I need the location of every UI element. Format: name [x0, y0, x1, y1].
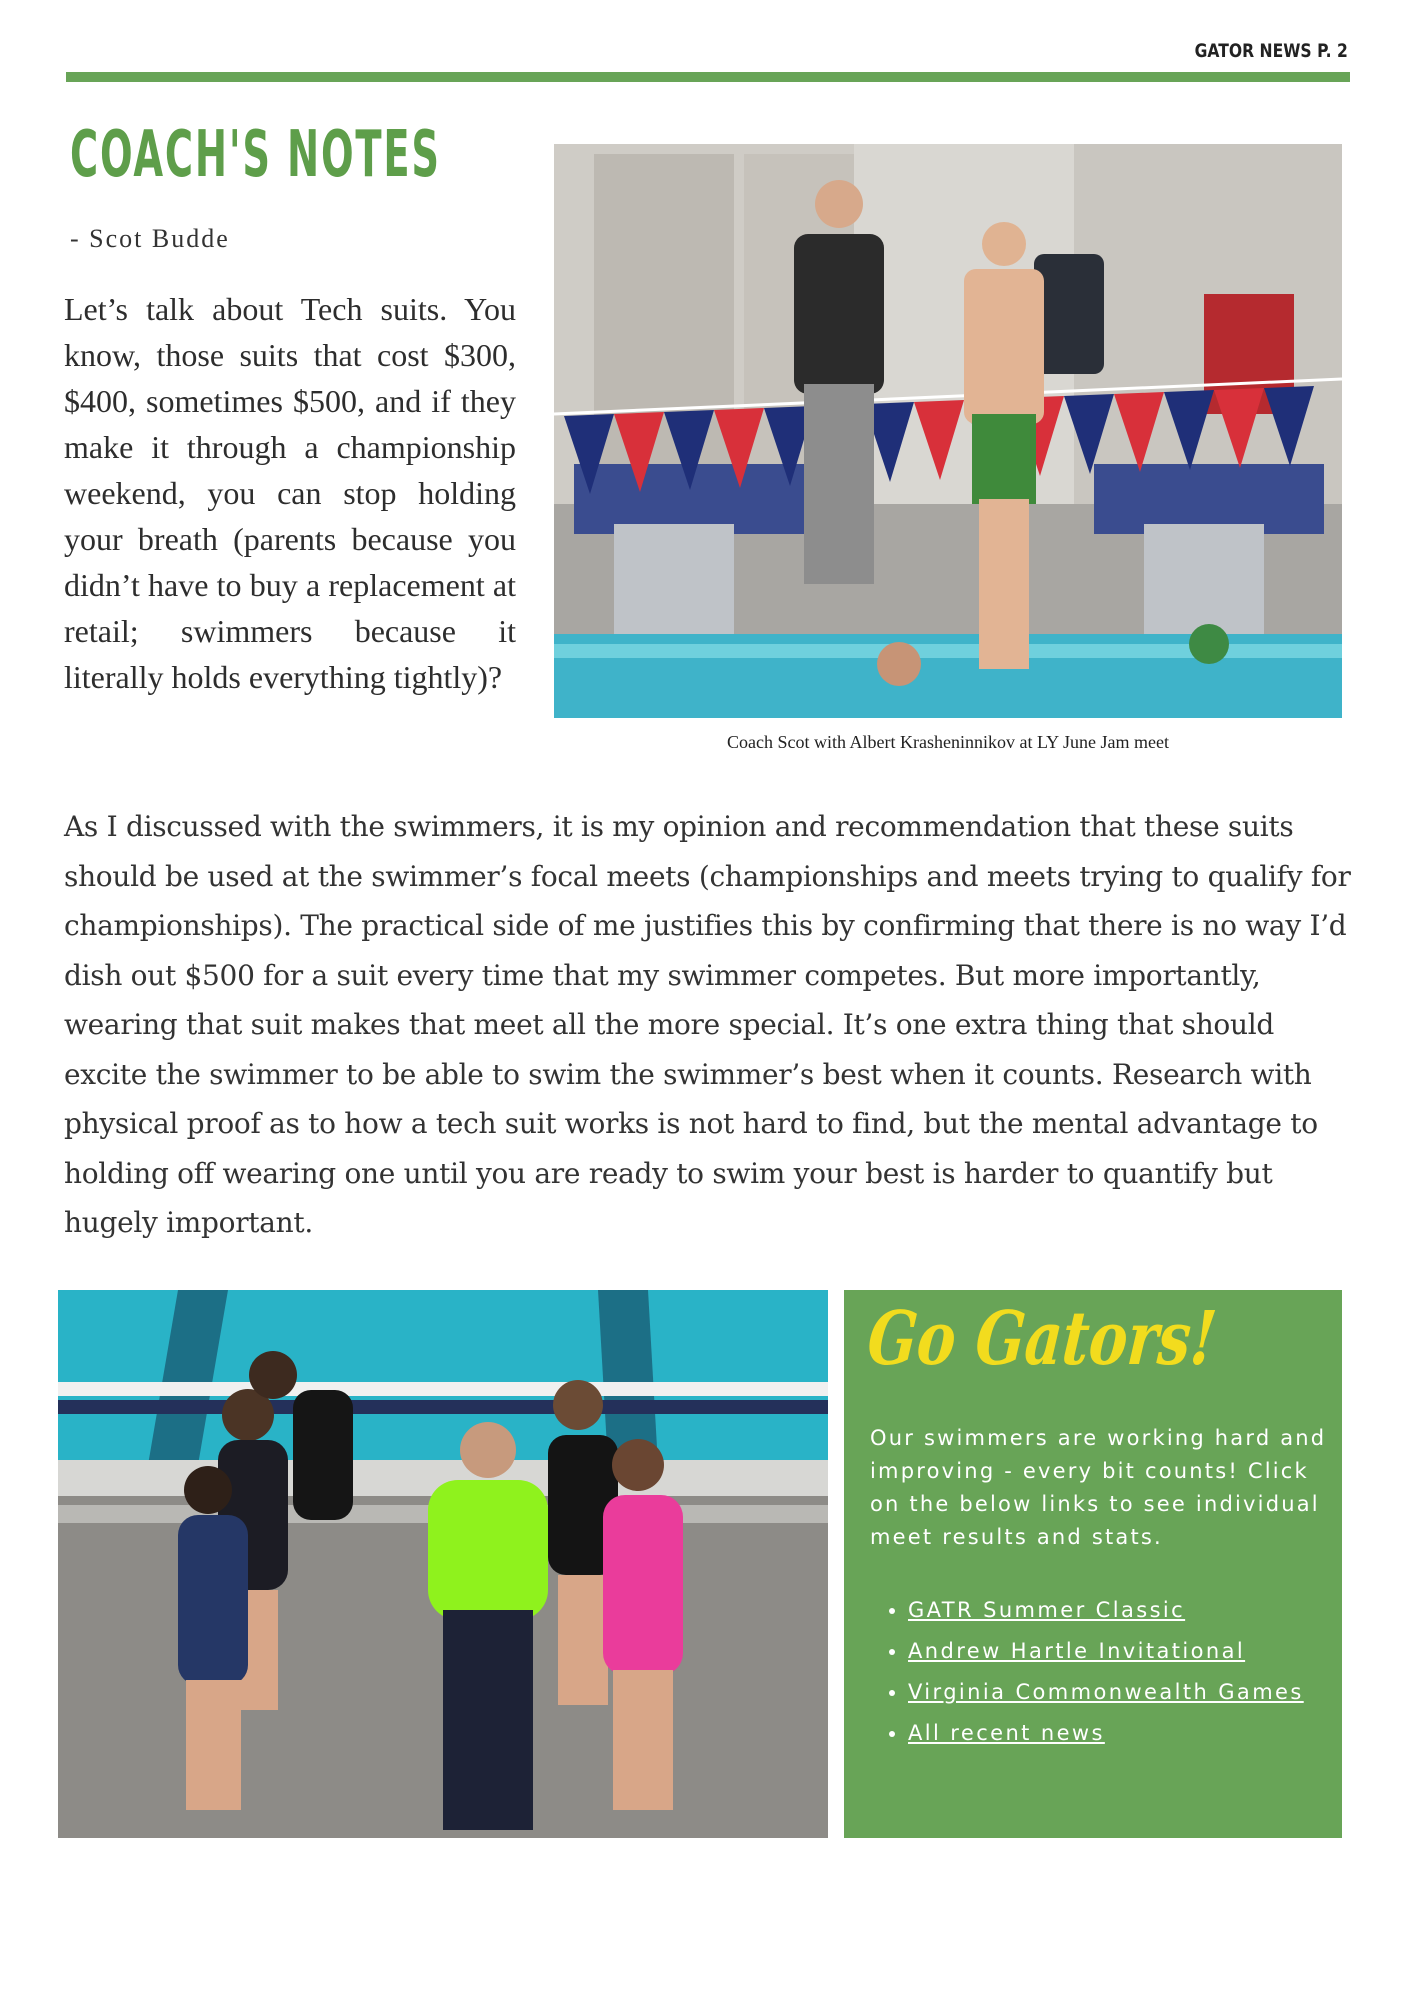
photo-caption: Coach Scot with Albert Krasheninnikov at LY June Jam meet: [727, 732, 1169, 752]
list-item: [908, 1713, 1358, 1754]
list-item: [908, 1672, 1358, 1713]
article-title: COACH'S NOTES: [70, 118, 441, 192]
andrew-hartle-invitational-link[interactable]: Andrew Hartle Invitational: [908, 1639, 1246, 1663]
intro-paragraph: Let’s talk about Tech suits. You know, those suits that cost $300, $400, sometimes $500, and if they make it through a championship weekend, you can stop holding your breath (parents because you didn’t have to buy a replacement at retail; swimmers because it literally holds everything tightly)?: [64, 291, 516, 695]
all-recent-news-link[interactable]: All recent news: [908, 1721, 1105, 1745]
list-item: [908, 1590, 1358, 1631]
header-rule: [66, 72, 1350, 82]
gatr-summer-classic-link[interactable]: GATR Summer Classic: [908, 1598, 1186, 1622]
results-links-list: [870, 1590, 1358, 1754]
body-paragraph: As I discussed with the swimmers, it is my opinion and recommendation that these suits should be used at the swimmer’s focal meets (championships and meets trying to qualify for championships). The practical side of me justifies this by confirming that there is no way I’d dish out $500 for a suit every time that my swimmer competes. But more importantly, wearing that suit makes that meet all the more special. It’s one extra thing that should excite the swimmer to be able to swim the swimmer’s best when it counts. Research with physical proof as to how a tech suit works is not hard to find, but the mental advantage to holding off wearing one until you are ready to swim your best is harder to quantify but hugely important.: [64, 810, 1351, 1239]
coach-pool-photo: [554, 144, 1342, 718]
page-label: GATOR NEWS P. 2: [1194, 40, 1348, 62]
go-gators-heading: Go Gators!: [864, 1296, 1220, 1382]
virginia-commonwealth-games-link[interactable]: Virginia Commonwealth Games: [908, 1680, 1304, 1704]
go-gators-box: [844, 1290, 1342, 1838]
list-item: [908, 1631, 1358, 1672]
byline: - Scot Budde: [70, 224, 230, 253]
go-gators-text: Our swimmers are working hard and improving - every bit counts! Click on the below links to see individual meet results and stats.: [870, 1426, 1327, 1549]
team-huddle-photo: [58, 1290, 828, 1838]
